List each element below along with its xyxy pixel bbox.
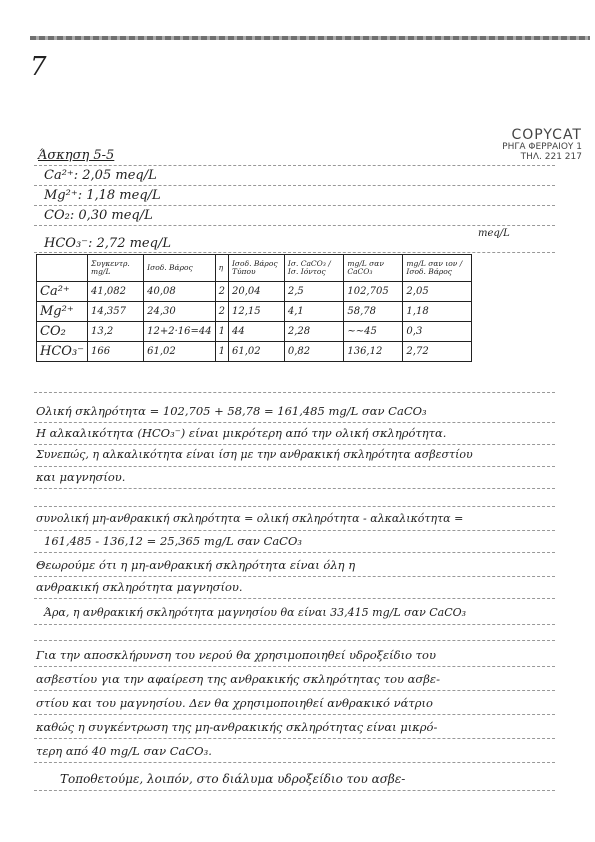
table-cell: 2,05 (403, 282, 472, 302)
ruled-line (34, 624, 555, 625)
text-line: ανθρακική σκληρότητα μαγνησίου. (36, 580, 243, 594)
given-hco3: HCO₃⁻: 2,72 meq/L (44, 236, 171, 251)
table-cell: 2,5 (284, 282, 343, 302)
table-cell: 44 (228, 322, 284, 342)
table-cell: 12+2·16=44 (144, 322, 215, 342)
stamp-name: COPYCAT (511, 127, 582, 143)
table-row (37, 342, 472, 362)
table-cell: 20,04 (228, 282, 284, 302)
table-cell: 136,12 (344, 342, 403, 362)
table-cell: 12,15 (228, 302, 284, 322)
table-cell: 2 (215, 282, 228, 302)
given-co2: CO₂: 0,30 meq/L (44, 208, 153, 223)
text-line: συνολική μη-ανθρακική σκληρότητα = ολική σκληρότητα - αλκαλικότητα = (36, 512, 464, 525)
text-line: Για την αποσκλήρυνση του νερού θα χρησιμοποιηθεί υδροξείδιο του (36, 648, 436, 662)
text-line: στίου και του μαγνησίου. Δεν θα χρησιμοποιηθεί ανθρακικό νάτριο (36, 696, 433, 710)
table-cell: 41,082 (88, 282, 144, 302)
copy-shop-stamp (432, 128, 582, 162)
table-cell: 2 (215, 302, 228, 322)
given-unit-note: meq/L (478, 228, 510, 239)
table-cell: HCO₃⁻ (37, 342, 88, 362)
table-cell: 40,08 (144, 282, 215, 302)
table-cell: 1 (215, 342, 228, 362)
table-cell: Ca²⁺ (37, 282, 88, 302)
table-header-cell: Ισ. CaCO₃ / Ισ. Ιόντος (284, 255, 343, 282)
ruled-line (34, 598, 555, 599)
ruled-line (34, 714, 555, 715)
ruled-line (34, 738, 555, 739)
ruled-line (34, 185, 555, 186)
table-cell: 58,78 (344, 302, 403, 322)
table-cell: 102,705 (344, 282, 403, 302)
text-line: 161,485 - 136,12 = 25,365 mg/L σαν CaCO₃ (44, 534, 303, 548)
table-cell: 2,72 (403, 342, 472, 362)
table-cell: 4,1 (284, 302, 343, 322)
text-line: Θεωρούμε ότι η μη-ανθρακική σκληρότητα είναι όλη η (36, 558, 356, 572)
ruled-line (34, 165, 555, 166)
table-cell: Mg²⁺ (37, 302, 88, 322)
ruled-line (34, 552, 555, 553)
ruled-line (34, 392, 555, 393)
ruled-line (34, 205, 555, 206)
table-header-cell: η (215, 255, 228, 282)
ruled-line (34, 690, 555, 691)
ruled-line (34, 666, 555, 667)
stamp-street: ΡΗΓΑ ΦΕΡΡΑΙΟΥ 1 (502, 142, 582, 152)
table-cell: 2,28 (284, 322, 343, 342)
text-line: τερη από 40 mg/L σαν CaCO₃. (36, 744, 212, 758)
ruled-line (34, 530, 555, 531)
ruled-line (34, 252, 555, 253)
table-header-row (37, 255, 472, 282)
ruled-line (34, 466, 555, 467)
table-cell: 61,02 (144, 342, 215, 362)
table-cell: 24,30 (144, 302, 215, 322)
table-header-cell: Ισοδ. Βάρος (144, 255, 215, 282)
ruled-line (34, 488, 555, 489)
text-line: Συνεπώς, η αλκαλικότητα είναι ίση με την ανθρακική σκληρότητα ασβεστίου (36, 448, 473, 461)
table-cell: 1 (215, 322, 228, 342)
scan-edge (30, 36, 590, 40)
text-line: Άρα, η ανθρακική σκληρότητα μαγνησίου θα είναι 33,415 mg/L σαν CaCO₃ (44, 606, 467, 619)
table-cell: ~~45 (344, 322, 403, 342)
table-cell: 61,02 (228, 342, 284, 362)
table-row (37, 282, 472, 302)
text-line: καθώς η συγκέντρωση της μη-ανθρακικής σκληρότητας είναι μικρό- (36, 720, 438, 734)
given-ca: Ca²⁺: 2,05 meq/L (44, 168, 157, 183)
ruled-line (34, 422, 555, 423)
table-header-cell: mg/L σαν CaCO₃ (344, 255, 403, 282)
page-number: 7 (30, 52, 47, 82)
ruled-line (34, 640, 555, 641)
text-line: Η αλκαλικότητα (HCO₃⁻) είναι μικρότερη από την ολική σκληρότητα. (36, 426, 447, 440)
table-header-cell (37, 255, 88, 282)
table-cell: 14,357 (88, 302, 144, 322)
ruled-line (34, 790, 555, 791)
table-cell: CO₂ (37, 322, 88, 342)
ruled-line (34, 576, 555, 577)
exercise-heading: Άσκηση 5-5 (38, 148, 115, 163)
text-line: Ολική σκληρότητα = 102,705 + 58,78 = 161,485 mg/L σαν CaCO₃ (36, 404, 427, 418)
table-cell: 166 (88, 342, 144, 362)
table-cell: 0,3 (403, 322, 472, 342)
given-mg: Mg²⁺: 1,18 meq/L (44, 188, 161, 203)
stamp-phone: ΤΗΛ. 221 217 (520, 152, 582, 162)
text-line: Τοποθετούμε, λοιπόν, στο διάλυμα υδροξείδιο του ασβε- (60, 772, 406, 786)
ruled-line (34, 225, 555, 226)
table-header-cell: Ισοδ. Βάρος Τύπου (228, 255, 284, 282)
ruled-line (34, 506, 555, 507)
ruled-line (34, 444, 555, 445)
ruled-line (34, 762, 555, 763)
text-line: και μαγνησίου. (36, 470, 126, 484)
table-header-cell: Συγκεντρ. mg/L (88, 255, 144, 282)
table-cell: 1,18 (403, 302, 472, 322)
table-header-cell: mg/L σαν ιον / Ισοδ. Βάρος (403, 255, 472, 282)
calculation-table (36, 254, 472, 362)
text-line: ασβεστίου για την αφαίρεση της ανθρακικής σκληρότητας του ασβε- (36, 672, 440, 686)
table-row (37, 322, 472, 342)
table-cell: 13,2 (88, 322, 144, 342)
table-row (37, 302, 472, 322)
table-cell: 0,82 (284, 342, 343, 362)
